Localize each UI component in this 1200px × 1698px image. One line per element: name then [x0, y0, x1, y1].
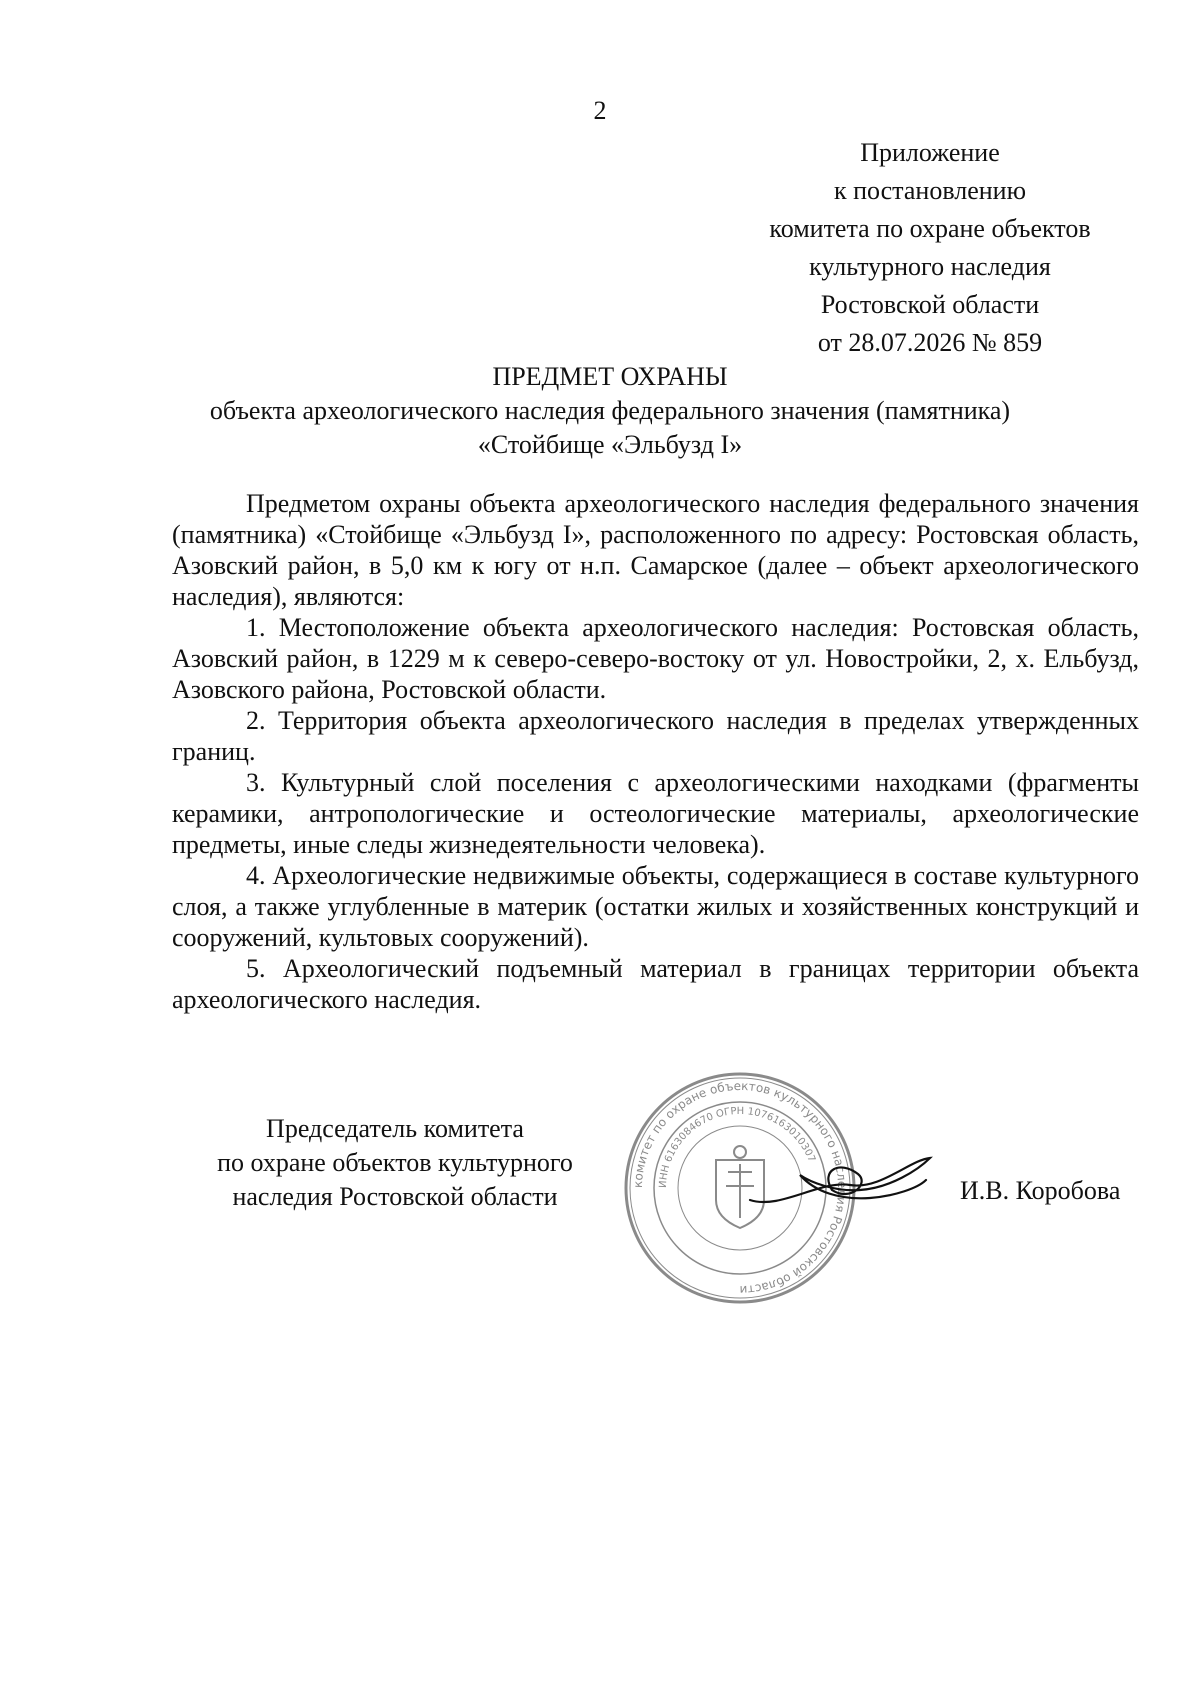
seal-inner-text: ИНН 6163084670 ОГРН 1076163010307 [657, 1105, 817, 1189]
signer-title [180, 1112, 610, 1214]
appendix-line: культурного наследия [809, 252, 1051, 281]
signer-title-line: наследия Ростовской области [232, 1182, 558, 1211]
appendix-line: к постановлению [833, 176, 1027, 205]
signer-title-line: по охране объектов культурного [217, 1148, 573, 1177]
document-subtitle: объекта археологического наследия федерального значения (памятника) [209, 396, 1011, 425]
list-item: 4. Археологические недвижимые объекты, содержащиеся в составе культурного слоя, а также углубленные в материк (остатки жилых и хозяйственных конструкций и сооружений, культовых сооружений). [172, 861, 1139, 952]
list-item: 2. Территория объекта археологического наследия в пределах утвержденных границ. [172, 706, 1139, 766]
document-title: ПРЕДМЕТ ОХРАНЫ [492, 362, 728, 391]
appendix-line: Ростовской области [820, 290, 1040, 319]
handwritten-signature [740, 1140, 940, 1230]
list-item: 5. Археологический подъемный материал в границах территории объекта археологического наследия. [172, 954, 1139, 1014]
appendix-line: от 28.07.2026 № 859 [817, 328, 1043, 357]
intro-paragraph: Предметом охраны объекта археологического наследия федерального значения (памятника) «Стойбище «Эльбузд I», расположенного по адресу: Ростовская область, Азовский район, в 5,0 км к югу от н.п. Самарское (далее – объект археологического наследия), являются: [172, 489, 1139, 611]
appendix-block [730, 134, 1130, 362]
title-block [140, 360, 1080, 462]
page-number: 2 [593, 96, 607, 125]
list-item: 3. Культурный слой поселения с археологическими находками (фрагменты керамики, антропологические и остеологические материалы, археологические предметы, иные следы жизнедеятельности человека). [172, 768, 1139, 859]
signer-title-line: Председатель комитета [266, 1114, 524, 1143]
seal-outer-text: комитет по охране объектов культурного наследия Ростовской области [630, 1078, 850, 1298]
list-item: 1. Местоположение объекта археологического наследия: Ростовская область, Азовский район, в 1229 м к северо-северо-востоку от ул. Новостройки, 2, х. Ельбузд, Азовского района, Ростовской области. [172, 613, 1139, 704]
signer-name: И.В. Коробова [960, 1176, 1121, 1205]
appendix-line: комитета по охране объектов [769, 214, 1091, 243]
appendix-line: Приложение [860, 138, 1000, 167]
document-body [172, 488, 1139, 1015]
object-name: «Стойбище «Эльбузд I» [477, 430, 743, 459]
